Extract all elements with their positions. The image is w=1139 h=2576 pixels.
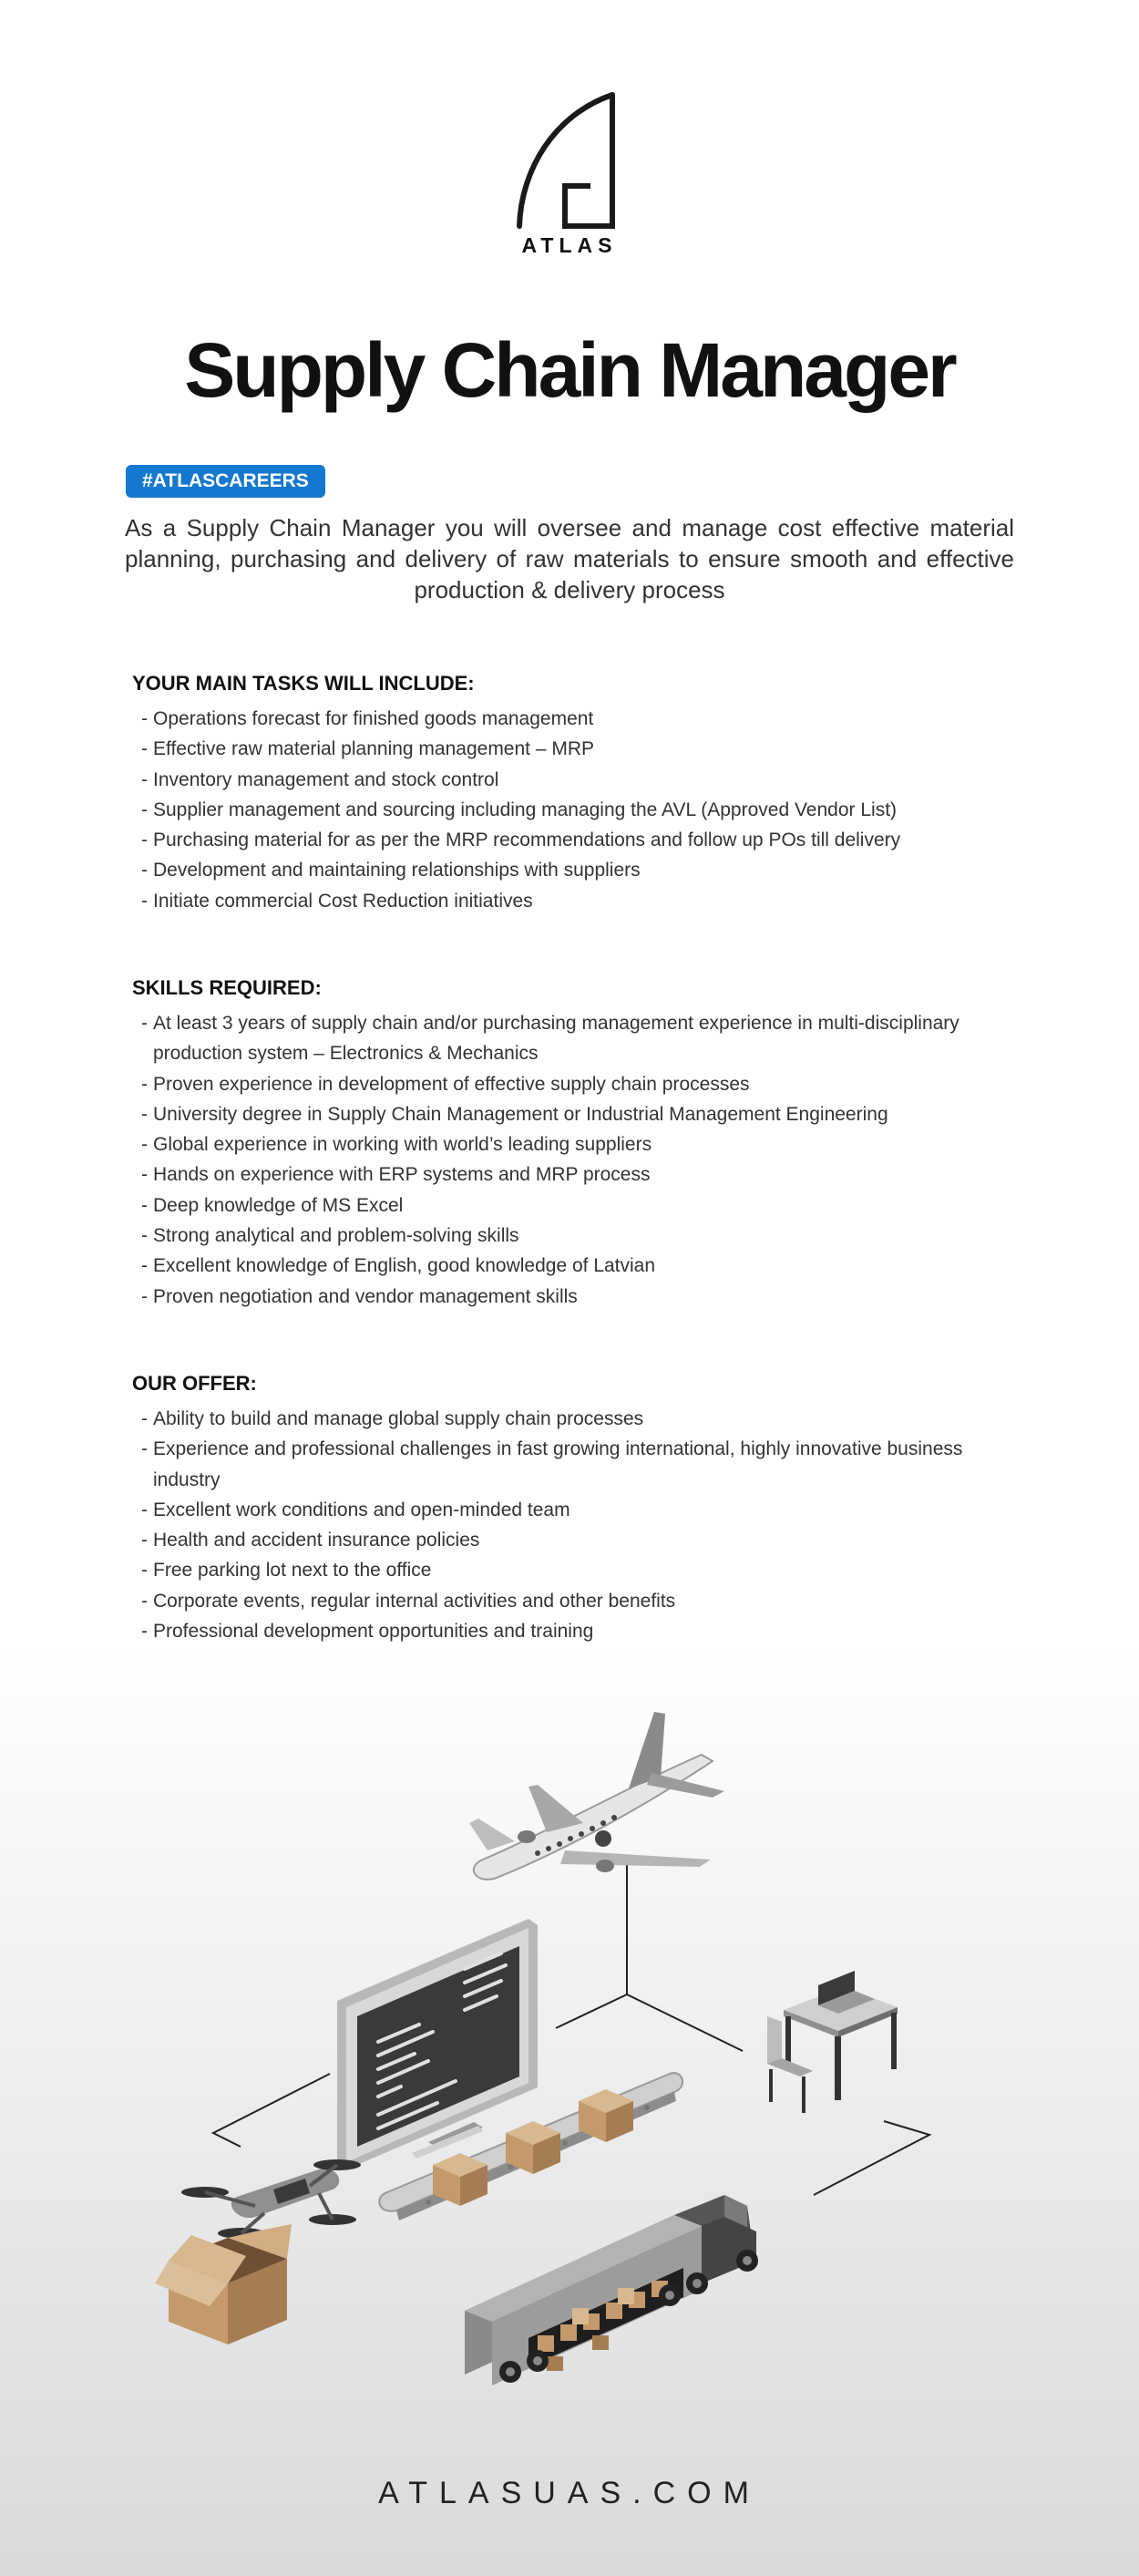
list-item: - Operations forecast for finished goods management	[141, 704, 1025, 734]
list-item: - Strong analytical and problem-solving skills	[141, 1221, 1025, 1251]
list-item: - Free parking lot next to the office	[141, 1555, 1025, 1585]
list-item: - Excellent work conditions and open-minded team	[141, 1495, 1025, 1525]
drone-icon	[181, 2159, 361, 2239]
intro-paragraph: As a Supply Chain Manager you will oversee and manage cost effective material planning, purchasing and delivery of raw materials to ensure smooth and effective production & delivery process	[125, 514, 1014, 603]
website-url: ATLASUAS.COM	[378, 2476, 761, 2510]
skills-heading: SKILLS REQUIRED:	[132, 976, 322, 999]
list-item: - Proven experience in development of effective supply chain processes	[141, 1069, 1025, 1099]
box-icon	[155, 2224, 292, 2344]
list-item: - Health and accident insurance policies	[141, 1525, 1025, 1555]
page-title: Supply Chain Manager	[184, 327, 955, 413]
tasks-section	[132, 669, 1025, 916]
desk-laptop-icon	[767, 1971, 898, 2113]
list-item: - Professional development opportunities and training	[141, 1616, 1025, 1646]
list-item: - Experience and professional challenges in fast growing international, highly innovative business industry	[141, 1434, 1025, 1495]
list-item: - At least 3 years of supply chain and/or purchasing management experience in multi-disciplinary production system – Electronics & Mechanics	[141, 1008, 1025, 1069]
brand-name: ATLAS	[521, 233, 618, 257]
offer-section	[132, 1369, 1025, 1646]
list-item: - Inventory management and stock control	[141, 765, 1025, 795]
skills-list	[132, 1008, 1025, 1312]
list-item: - Excellent knowledge of English, good knowledge of Latvian	[141, 1251, 1025, 1281]
list-item: - Hands on experience with ERP systems and MRP process	[141, 1159, 1025, 1190]
list-item: - University degree in Supply Chain Management or Industrial Management Engineering	[141, 1099, 1025, 1129]
truck-icon	[465, 2195, 758, 2385]
tasks-list	[132, 704, 1025, 916]
list-item: - Purchasing material for as per the MRP recommendations and follow up POs till delivery	[141, 825, 1025, 855]
airplane-icon	[469, 1712, 724, 1880]
list-item: - Deep knowledge of MS Excel	[141, 1190, 1025, 1221]
list-item: - Corporate events, regular internal activities and other benefits	[141, 1586, 1025, 1616]
list-item: - Global experience in working with world’s leading suppliers	[141, 1129, 1025, 1159]
list-item: - Development and maintaining relationships with suppliers	[141, 855, 1025, 885]
list-item: - Supplier management and sourcing including managing the AVL (Approved Vendor List)	[141, 795, 1025, 825]
list-item: - Proven negotiation and vendor management skills	[141, 1282, 1025, 1312]
list-item: - Initiate commercial Cost Reduction initiatives	[141, 886, 1025, 916]
list-item: - Effective raw material planning management – MRP	[141, 734, 1025, 764]
tasks-heading: YOUR MAIN TASKS WILL INCLUDE:	[132, 672, 475, 695]
supply-chain-illustration	[155, 1686, 984, 2406]
careers-hashtag-badge: #ATLASCAREERS	[126, 465, 325, 498]
skills-section	[132, 974, 1025, 1312]
monitor-icon	[337, 1919, 538, 2169]
offer-list	[132, 1404, 1025, 1646]
offer-heading: OUR OFFER:	[132, 1372, 257, 1395]
list-item: - Ability to build and manage global supply chain processes	[141, 1404, 1025, 1434]
